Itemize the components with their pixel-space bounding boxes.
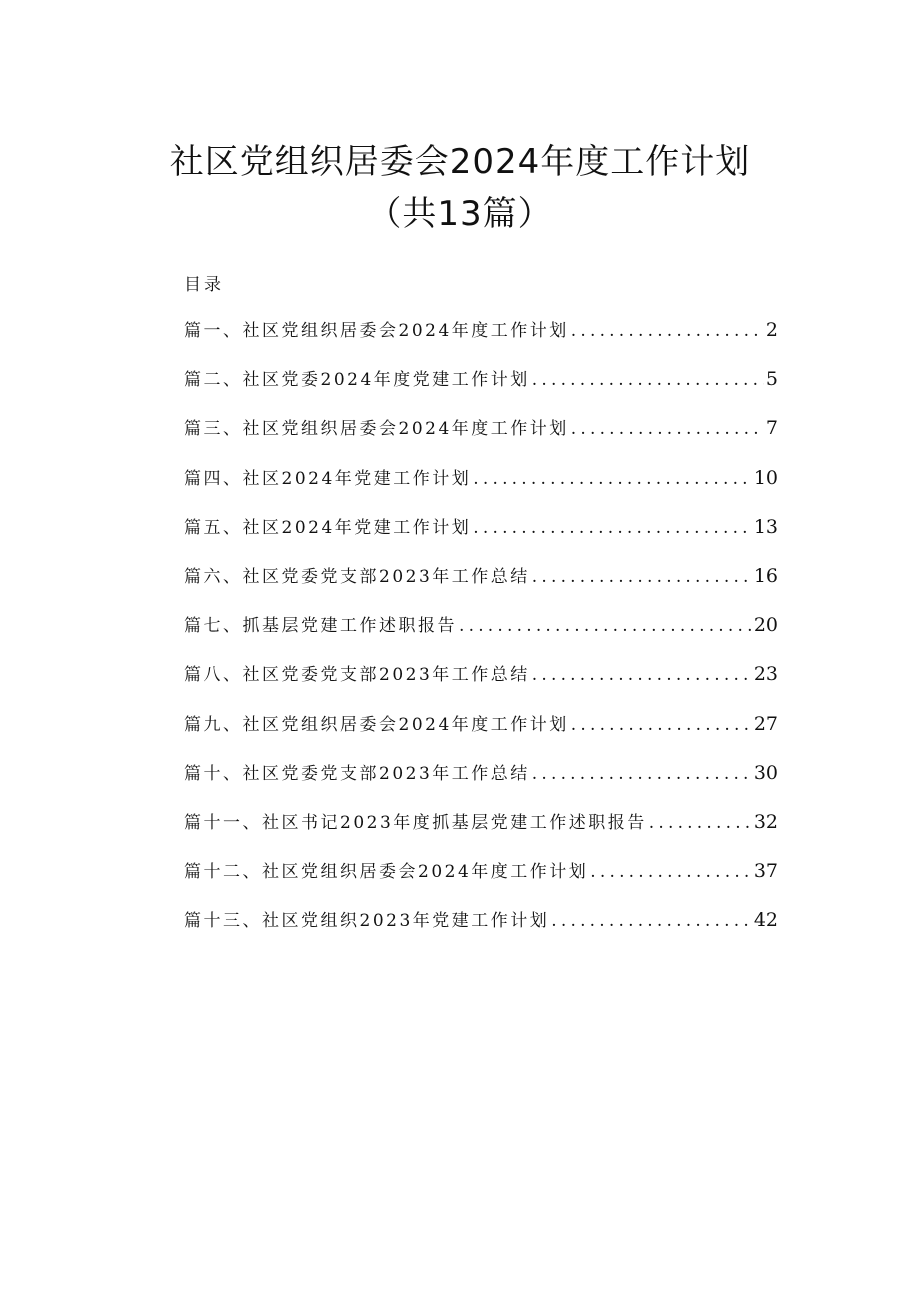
toc-leader-dots xyxy=(588,862,752,882)
toc-page-number: 23 xyxy=(753,663,778,686)
toc-entry[interactable] xyxy=(184,611,778,660)
toc-page-number: 2 xyxy=(765,319,778,341)
toc-page-number: 30 xyxy=(753,761,778,784)
toc-page-number: 27 xyxy=(753,712,778,735)
toc-entry[interactable] xyxy=(184,365,778,414)
document-title: 社区党组织居委会2024年度工作计划（共13篇） xyxy=(169,142,751,234)
toc-leader-dots xyxy=(530,567,752,587)
toc-leader-dots xyxy=(530,370,764,390)
toc-entry-title: 篇七、抓基层党建工作述职报告 xyxy=(184,616,457,637)
toc-entry-title: 篇一、社区党组织居委会2024年度工作计划 xyxy=(184,321,569,341)
toc-entry[interactable] xyxy=(184,710,778,759)
toc-entry[interactable] xyxy=(184,316,778,365)
toc-entry[interactable] xyxy=(184,660,778,709)
toc-page-number: 37 xyxy=(753,860,778,883)
toc-leader-dots xyxy=(530,665,752,685)
toc-entry-title: 篇四、社区2024年党建工作计划 xyxy=(184,468,472,489)
toc-leader-dots xyxy=(530,764,752,784)
toc-entry[interactable] xyxy=(184,759,778,808)
toc-leader-dots xyxy=(457,616,752,636)
toc-leader-dots xyxy=(471,518,752,538)
toc-page-number: 10 xyxy=(753,466,778,489)
toc-entry[interactable] xyxy=(184,906,778,955)
toc-entry-title: 篇十、社区党委党支部2023年工作总结 xyxy=(184,763,530,784)
toc-entry-title: 篇五、社区2024年党建工作计划 xyxy=(184,517,472,538)
toc-page-number: 42 xyxy=(753,909,778,932)
toc-leader-dots xyxy=(569,715,752,735)
table-of-contents xyxy=(184,316,778,955)
toc-leader-dots xyxy=(647,813,752,833)
toc-entry[interactable] xyxy=(184,464,778,513)
toc-leader-dots xyxy=(569,321,764,341)
toc-page-number: 32 xyxy=(753,810,778,833)
toc-entry-title: 篇三、社区党组织居委会2024年度工作计划 xyxy=(184,419,569,440)
toc-entry[interactable] xyxy=(184,513,778,562)
toc-page-number: 13 xyxy=(753,515,778,538)
toc-entry-title: 篇十一、社区书记2023年度抓基层党建工作述职报告 xyxy=(184,812,647,833)
toc-leader-dots xyxy=(549,911,752,931)
toc-page-number: 20 xyxy=(753,614,778,637)
toc-leader-dots xyxy=(471,469,752,489)
toc-entry-title: 篇十二、社区党组织居委会2024年度工作计划 xyxy=(184,862,589,883)
toc-entry-title: 篇九、社区党组织居委会2024年度工作计划 xyxy=(184,714,569,735)
toc-entry-title: 篇八、社区党委党支部2023年工作总结 xyxy=(184,665,530,686)
toc-entry-title: 篇十三、社区党组织2023年党建工作计划 xyxy=(184,911,550,932)
toc-page-number: 16 xyxy=(753,564,778,587)
toc-entry-title: 篇六、社区党委党支部2023年工作总结 xyxy=(184,566,530,587)
toc-entry[interactable] xyxy=(184,857,778,906)
toc-entry[interactable] xyxy=(184,562,778,611)
toc-page-number: 7 xyxy=(765,417,778,440)
toc-heading: 目录 xyxy=(184,275,224,295)
toc-page-number: 5 xyxy=(765,368,778,391)
toc-entry[interactable] xyxy=(184,808,778,857)
toc-entry-title: 篇二、社区党委2024年度党建工作计划 xyxy=(184,370,530,391)
toc-entry[interactable] xyxy=(184,414,778,463)
toc-leader-dots xyxy=(569,419,764,439)
